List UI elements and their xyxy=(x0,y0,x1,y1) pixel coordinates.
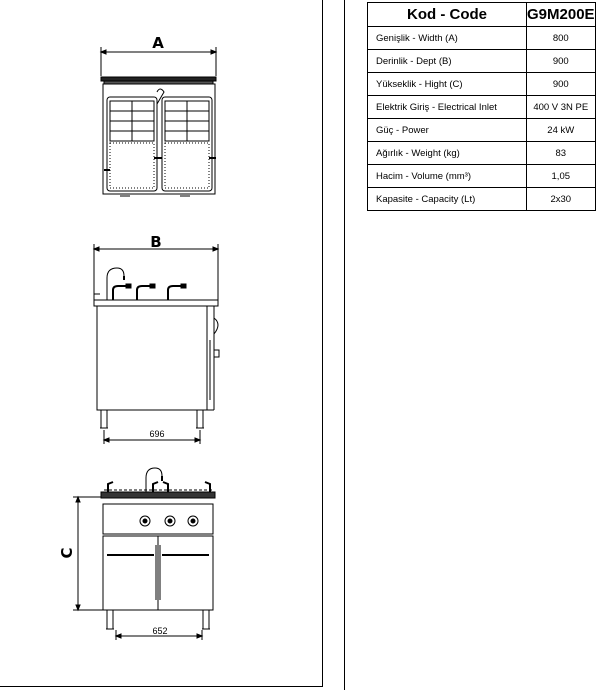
table-row xyxy=(368,50,596,73)
spec-table xyxy=(367,2,596,211)
spec-label: Derinlik - Dept (B) xyxy=(368,50,527,73)
side-view-dimension: 696 xyxy=(149,429,165,439)
table-row xyxy=(368,165,596,188)
table-row xyxy=(368,188,596,211)
table-row xyxy=(368,96,596,119)
top-view-drawing xyxy=(101,47,216,196)
table-row xyxy=(368,27,596,50)
spec-value: 24 kW xyxy=(527,119,596,142)
spec-table-header xyxy=(368,3,596,27)
spec-value: 1,05 xyxy=(527,165,596,188)
side-view-drawing xyxy=(94,244,219,444)
header-code-value: G9M200E xyxy=(527,3,596,27)
table-row xyxy=(368,119,596,142)
spec-value: 900 xyxy=(527,50,596,73)
top-view-label: A xyxy=(152,34,164,52)
spec-label: Kapasite - Capacity (Lt) xyxy=(368,188,527,211)
spec-value: 83 xyxy=(527,142,596,165)
spec-value: 800 xyxy=(527,27,596,50)
spec-label: Ağırlık - Weight (kg) xyxy=(368,142,527,165)
front-view-label: C xyxy=(58,547,76,559)
spec-value: 900 xyxy=(527,73,596,96)
spec-label: Genişlik - Width (A) xyxy=(368,27,527,50)
header-code-label: Kod - Code xyxy=(368,3,527,27)
side-view-label: B xyxy=(150,233,162,251)
column-divider xyxy=(344,0,345,690)
table-row xyxy=(368,73,596,96)
front-view-dimension: 652 xyxy=(152,626,168,636)
front-view-drawing xyxy=(73,468,215,640)
spec-label: Elektrik Giriş - Electrical Inlet xyxy=(368,96,527,119)
table-row xyxy=(368,142,596,165)
spec-label: Yükseklik - Hight (C) xyxy=(368,73,527,96)
spec-value: 400 V 3N PE xyxy=(527,96,596,119)
spec-label: Hacim - Volume (mm³) xyxy=(368,165,527,188)
spec-label: Güç - Power xyxy=(368,119,527,142)
spec-value: 2x30 xyxy=(527,188,596,211)
